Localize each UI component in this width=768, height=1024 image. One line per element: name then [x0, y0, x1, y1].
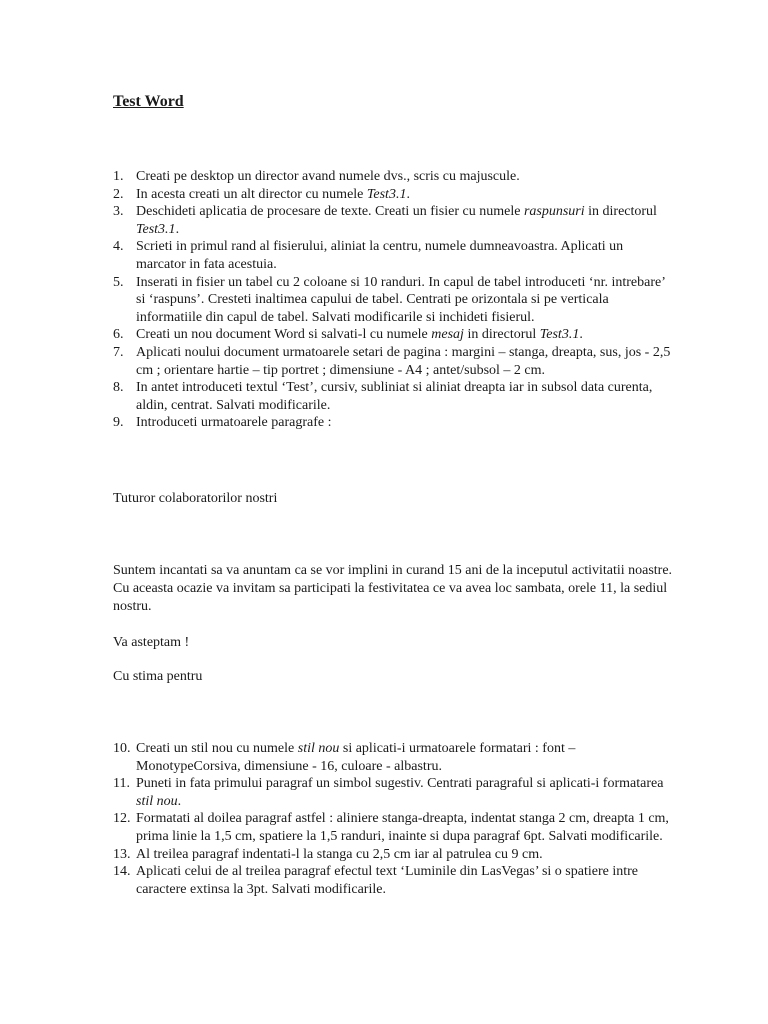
instruction-text: Scrieti in primul rand al fisierului, aliniat la centru, numele dumneavoastra. Aplicati un marcator in fata acestuia.	[136, 239, 624, 272]
instruction-item	[0, 274, 671, 327]
instruction-item	[0, 863, 671, 898]
instruction-italic-text: stil nou	[297, 741, 340, 756]
instruction-item	[0, 414, 671, 432]
instruction-item	[0, 238, 671, 273]
instruction-number: 12.	[113, 811, 131, 827]
instruction-text: Aplicati noului document urmatoarele setari de pagina : margini – stanga, dreapta, sus, jos - 2,5 cm ; orientare hartie – tip portret ; dimensiune - A4 ; antet/subsol – 2 cm.	[136, 344, 671, 378]
instruction-text: In acesta creati un alt director cu numele	[136, 186, 367, 202]
instruction-text: Deschideti aplicatia de procesare de texte. Creati un fisier cu numele	[136, 204, 524, 220]
instruction-text: In antet introduceti textul ‘Test’, cursiv, subliniat si aliniat dreapta iar in subsol data curenta, aldin, centrat. Salvati modificarile.	[136, 380, 653, 413]
instruction-number: 13.	[113, 846, 131, 862]
instruction-text: .	[406, 186, 410, 202]
instruction-italic-text: mesaj	[431, 327, 464, 343]
instruction-italic-text: Test3.1	[539, 327, 580, 343]
instruction-number: 14.	[113, 864, 131, 880]
instruction-number: 2.	[113, 186, 124, 202]
instruction-number: 7.	[113, 344, 124, 360]
instruction-item	[0, 846, 671, 864]
instruction-text: Creati un nou document Word si salvati-l cu numele	[136, 327, 432, 343]
letter-signature: Cu stima pentru	[113, 669, 203, 684]
instruction-text: Creati pe desktop un director avand numele dvs., scris cu majuscule.	[136, 169, 520, 184]
instruction-text: .	[175, 221, 180, 237]
letter-closing: Va asteptam !	[113, 635, 190, 650]
instruction-text: Introduceti urmatoarele paragrafe :	[136, 415, 332, 431]
instructions-list-part2	[0, 740, 768, 898]
instructions-list-part1	[0, 168, 768, 432]
instruction-text: Puneti in fata primului paragraf un simbol sugestiv. Centrati paragraful si aplicati-i formatarea	[136, 776, 664, 792]
instruction-item	[0, 810, 671, 845]
instruction-number: 4.	[113, 239, 124, 255]
instruction-number: 11.	[113, 776, 130, 792]
instruction-number: 9.	[113, 415, 124, 431]
instruction-italic-text: Test3.1	[366, 186, 407, 202]
letter-greeting: Tuturor colaboratorilor nostri	[113, 491, 278, 506]
instruction-text: si aplicati-i urmatoarele formatari : font – MonotypeCorsiva, dimensiune - 16, culoare - albastru.	[136, 741, 576, 774]
instruction-item	[0, 740, 671, 775]
instruction-italic-text: Test3.1	[136, 221, 176, 237]
letter-body: Suntem incantati sa va anuntam ca se vor implini in curand 15 ani de la inceputul activitatii noastre. Cu aceasta ocazie va invitam sa participati la festivitatea ce va avea loc sambata, orele 11, la sediul nostru.	[113, 563, 673, 614]
instruction-italic-text: stil nou	[136, 793, 178, 809]
instruction-item	[0, 203, 671, 238]
instruction-number: 6.	[113, 327, 124, 343]
instruction-number: 10.	[113, 741, 131, 756]
instruction-item	[0, 168, 671, 186]
instruction-item	[0, 379, 671, 414]
instruction-number: 1.	[113, 169, 124, 184]
instruction-text: Al treilea paragraf indentati-l la stanga cu 2,5 cm iar al patrulea cu 9 cm.	[136, 846, 543, 862]
instruction-text: .	[579, 327, 583, 343]
instruction-text: .	[177, 793, 182, 809]
instruction-text: Creati un stil nou cu numele	[136, 741, 298, 756]
instruction-item	[0, 326, 671, 344]
instruction-item	[0, 344, 671, 379]
instruction-item	[0, 186, 671, 204]
instruction-number: 8.	[113, 380, 124, 396]
instruction-text: Inserati in fisier un tabel cu 2 coloane si 10 randuri. In capul de tabel introduceti ‘nr. intrebare’ si ‘raspuns’. Cresteti inaltimea capului de tabel. Centrati pe orizontala si pe verticala informatiile din capul de tabel. Salvati modificarile si inchideti fisierul.	[136, 274, 665, 325]
instruction-text: Formatati al doilea paragraf astfel : aliniere stanga-dreapta, indentat stanga 2 cm, dreapta 1 cm, prima linie la 1,5 cm, spatiere la 1,5 randuri, inainte si dupa paragraf 6pt. Salvati modificarile.	[136, 811, 669, 844]
instruction-text: in directorul	[584, 204, 657, 220]
instruction-text: Aplicati celui de al treilea paragraf efectul text ‘Luminile din LasVegas’ si o spatiere intre caractere extinsa la 3pt. Salvati modificarile.	[136, 864, 638, 897]
instruction-number: 5.	[113, 274, 124, 290]
document-title: Test Word	[113, 93, 184, 110]
instruction-italic-text: raspunsuri	[523, 204, 585, 220]
instruction-text: in directorul	[463, 327, 540, 343]
instruction-item	[0, 775, 671, 810]
instruction-number: 3.	[113, 204, 124, 220]
